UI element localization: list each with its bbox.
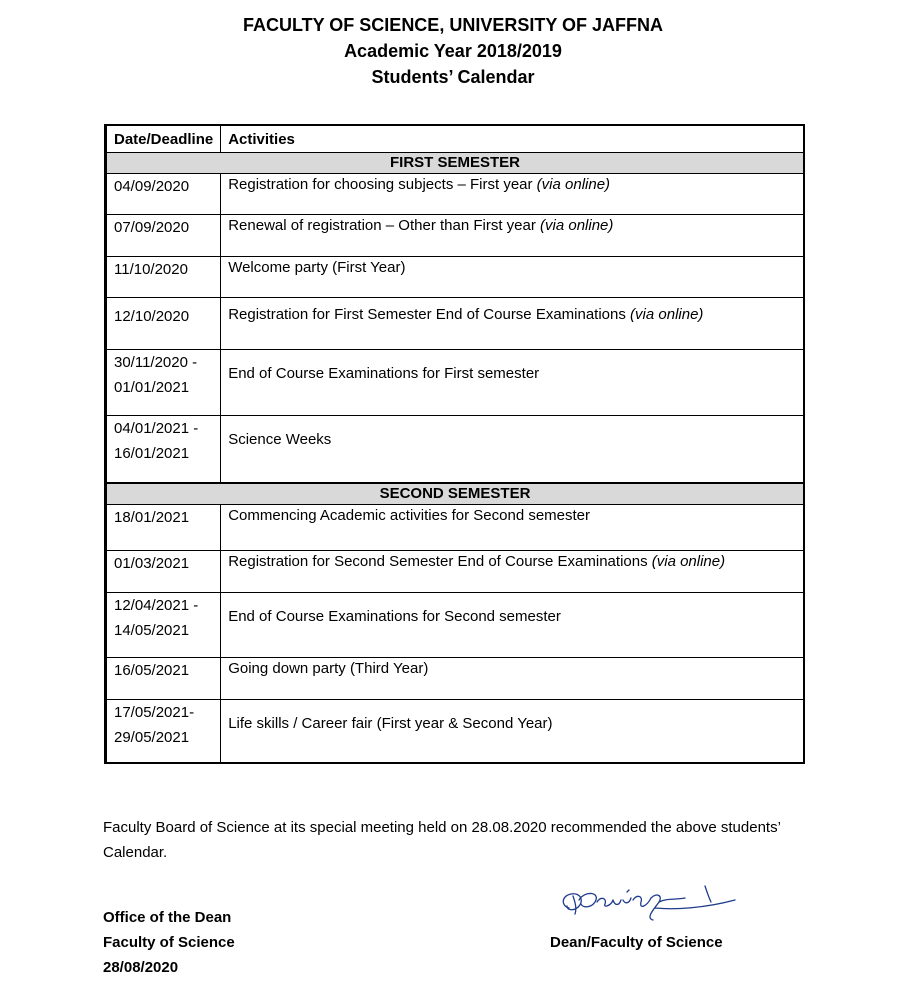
activity-cell: [221, 350, 804, 416]
activity-cell: [221, 592, 804, 657]
activity-text: Registration for choosing subjects – First year: [228, 176, 537, 193]
activity-text: End of Course Examinations for First semester: [228, 365, 540, 382]
date-end: 14/05/2021: [114, 621, 190, 639]
date-cell: [106, 174, 221, 215]
office-block: [103, 905, 235, 980]
date-start: 12/04/2021 -: [114, 596, 199, 614]
date-start: 17/05/2021-: [114, 703, 195, 721]
table-row: [106, 215, 805, 257]
date-end: 01/01/2021: [114, 379, 190, 396]
activity-text: Life skills / Career fair (First year & Second Year): [228, 714, 553, 732]
date-cell: [106, 592, 221, 657]
date-cell: [106, 416, 221, 483]
activity-text: End of Course Examinations for Second semester: [228, 607, 561, 625]
first-semester-heading-row: [106, 153, 805, 174]
table-row: [106, 550, 805, 592]
second-semester-heading: SECOND SEMESTER: [106, 483, 805, 505]
table-row: [106, 416, 805, 483]
signature-stroke: [563, 886, 735, 920]
date-start: 12/10/2020: [114, 308, 190, 325]
activity-cell: [221, 504, 804, 550]
table-row: [106, 699, 805, 763]
table-row: [106, 592, 805, 657]
dean-signature: [555, 878, 745, 928]
office-name: Office of the Dean: [103, 909, 232, 926]
date-cell: [106, 350, 221, 416]
approval-note: Faculty Board of Science at its special meeting held on 28.08.2020 recommended the above students’ Calendar.: [103, 819, 781, 861]
calendar-table: [104, 124, 805, 764]
table-row: [106, 257, 805, 298]
activity-text: Going down party (Third Year): [228, 659, 429, 677]
activity-cell: [221, 215, 804, 257]
table-header-row: [106, 125, 805, 153]
date-cell: [106, 257, 221, 298]
activity-text: Registration for Second Semester End of Course Examinations: [228, 552, 652, 570]
activity-cell: [221, 657, 804, 699]
table-row: [106, 657, 805, 699]
dean-title: Dean/Faculty of Science: [550, 934, 723, 951]
date-start: 01/03/2021: [114, 554, 190, 572]
activity-cell: [221, 298, 804, 350]
table-row: [106, 298, 805, 350]
date-start: 30/11/2020 -: [114, 354, 198, 371]
date-start: 04/09/2020: [114, 178, 190, 195]
academic-year: Academic Year 2018/2019: [344, 41, 562, 61]
activity-text: Welcome party (First Year): [228, 259, 406, 276]
activity-cell: [221, 550, 804, 592]
date-cell: [106, 699, 221, 763]
activity-text: Commencing Academic activities for Second semester: [228, 506, 591, 524]
activity-note: (via online): [536, 176, 611, 193]
activity-text: Science Weeks: [228, 431, 332, 448]
first-semester-heading: FIRST SEMESTER: [106, 153, 805, 174]
activity-note: (via online): [651, 552, 726, 570]
date-start: 07/09/2020: [114, 219, 190, 236]
date-cell: [106, 298, 221, 350]
activity-text: Registration for First Semester End of Course Examinations: [228, 306, 631, 323]
office-faculty: Faculty of Science: [103, 934, 235, 951]
table-row: [106, 504, 805, 550]
date-start: 04/01/2021 -: [114, 420, 199, 437]
second-semester-heading-row: [106, 483, 805, 505]
activity-note: (via online): [630, 306, 704, 323]
activity-cell: [221, 699, 804, 763]
activity-cell: [221, 416, 804, 483]
activity-cell: [221, 257, 804, 298]
date-end: 16/01/2021: [114, 445, 190, 462]
date-cell: [106, 215, 221, 257]
date-start: 16/05/2021: [114, 661, 190, 679]
document-header: [0, 12, 906, 90]
table-row: [106, 350, 805, 416]
faculty-title: FACULTY OF SCIENCE, UNIVERSITY OF JAFFNA: [242, 15, 664, 35]
office-date: 28/08/2020: [103, 959, 179, 976]
table-row: [106, 174, 805, 215]
date-column-header: Date/Deadline: [106, 125, 221, 153]
activity-cell: [221, 174, 804, 215]
activities-column-header: Activities: [221, 125, 804, 153]
activity-note: (via online): [540, 217, 614, 234]
date-cell: [106, 550, 221, 592]
date-start: 11/10/2020: [114, 261, 188, 278]
date-cell: [106, 504, 221, 550]
activity-text: Renewal of registration – Other than First year: [228, 217, 541, 234]
date-cell: [106, 657, 221, 699]
date-end: 29/05/2021: [114, 728, 190, 746]
calendar-title: Students’ Calendar: [371, 67, 535, 87]
date-start: 18/01/2021: [114, 508, 190, 526]
